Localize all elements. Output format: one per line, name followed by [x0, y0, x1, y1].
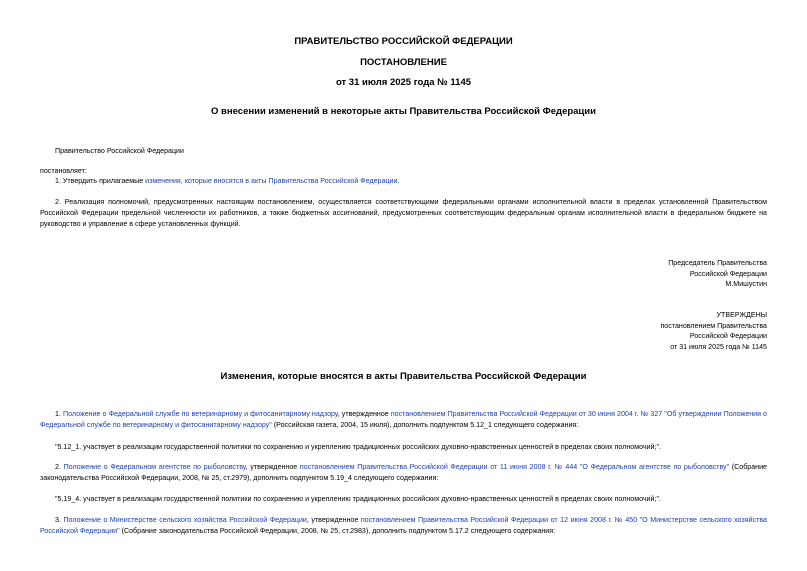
- approval-block: [660, 310, 767, 352]
- changes-title: Изменения, которые вносятся в акты Правительства Российской Федерации: [220, 371, 587, 382]
- vet-regulation-link[interactable]: Положение о Федеральной службе по ветеринарному и фитосанитарному надзору: [63, 410, 338, 418]
- document-date-heading: от 31 июля 2025 года № 1145: [335, 77, 472, 88]
- change-1-text-1: , утвержденное: [337, 410, 391, 418]
- change-2-text-2: (Собрание законодательства Российской Федерации, 2008, № 25, ст.2979), дополнить подпунктом 5.19_4 следующего содержания:: [40, 463, 768, 482]
- change-1-text-2: (Российская газета, 2004, 15 июля), дополнить подпунктом 5.12_1 следующего содержания:: [271, 420, 579, 429]
- change-3-text-2: (Собрание законодательства Российской Федерации, 2008, № 25, ст.2983), дополнить подпунктом 5.17.2 следующего содержания:: [119, 526, 556, 535]
- change-2-number: 2.: [55, 463, 64, 471]
- document-title: О внесении изменений в некоторые акты Правительства Российской Федерации: [211, 106, 596, 117]
- approval-line-1: УТВЕРЖДЕНЫ: [716, 311, 767, 319]
- decree-327-link[interactable]: постановлением Правительства Российской Федерации от 30 июня 2004 г. № 327 "Об утверждении Положения о Федеральной службе по ветеринарному и фитосанитарному надзору": [40, 410, 767, 429]
- decree-444-link[interactable]: постановлением Правительства Российской Федерации от 11 июня 2008 г. № 444 "О Федеральном агентстве по рыболовству": [299, 463, 730, 471]
- item-1-prefix: 1. Утвердить прилагаемые: [55, 177, 146, 185]
- approval-line-3: Российской Федерации: [689, 332, 767, 341]
- change-1-paragraph: [40, 409, 767, 431]
- change-3-text-1: , утвержденное: [306, 516, 361, 524]
- signature-name: М.Мишустин: [725, 280, 767, 289]
- approval-line-4: от 31 июля 2025 года № 1145: [670, 342, 767, 351]
- signature-position-1: Председатель Правительства: [668, 259, 767, 267]
- fishery-regulation-link[interactable]: Положение о Федеральном агентстве по рыболовству: [63, 463, 246, 471]
- decree-text: постановляет:: [40, 167, 87, 175]
- change-1-quote: "5.12_1. участвует в реализации государственной политики по сохранению и укреплению традиционных российских духовно-нравственных ценностей в пределах своих полномочий;".: [55, 443, 661, 451]
- issuer-text: Правительство Российской Федерации: [55, 147, 184, 155]
- change-2-text-1: , утвержденное: [245, 463, 300, 471]
- change-1-number: 1.: [55, 410, 63, 418]
- document-type-heading: ПОСТАНОВЛЕНИЕ: [360, 57, 447, 68]
- decree-450-link[interactable]: постановлением Правительства Российской Федерации от 12 июня 2008 г. № 450 "О Министерстве сельского хозяйства Российской Федерации": [40, 516, 768, 535]
- change-3-number: 3.: [55, 516, 64, 524]
- agriculture-regulation-link[interactable]: Положение о Министерстве сельского хозяйства Российской Федерации: [63, 516, 307, 524]
- change-3-paragraph: [40, 515, 767, 537]
- item-2-paragraph: 2. Реализация полномочий, предусмотренных настоящим постановлением, осуществляется соответствующими федеральными органами исполнительной власти в пределах установленной Правительством Российской Федерации предельной численности их работников, а также бюджетных ассигнований, предусмотренных соответствующим федеральным органам исполнительной власти в федеральном бюджете на руководство и управление в сфере установленных функций.: [40, 198, 767, 228]
- approval-line-2: постановлением Правительства: [660, 321, 767, 330]
- item-1-suffix: .: [397, 177, 400, 185]
- signature-block: [668, 258, 767, 290]
- change-2-paragraph: [40, 462, 767, 484]
- changes-link[interactable]: изменения, которые вносятся в акты Правительства Российской Федерации: [145, 177, 398, 185]
- government-heading: ПРАВИТЕЛЬСТВО РОССИЙСКОЙ ФЕДЕРАЦИИ: [294, 36, 513, 47]
- item-1: [55, 176, 399, 186]
- change-2-quote: "5.19_4. участвует в реализации государственной политики по сохранению и укреплению традиционных российских духовно-нравственных ценностей в пределах своих полномочий;".: [55, 495, 661, 503]
- signature-position-2: Российской Федерации: [689, 269, 767, 278]
